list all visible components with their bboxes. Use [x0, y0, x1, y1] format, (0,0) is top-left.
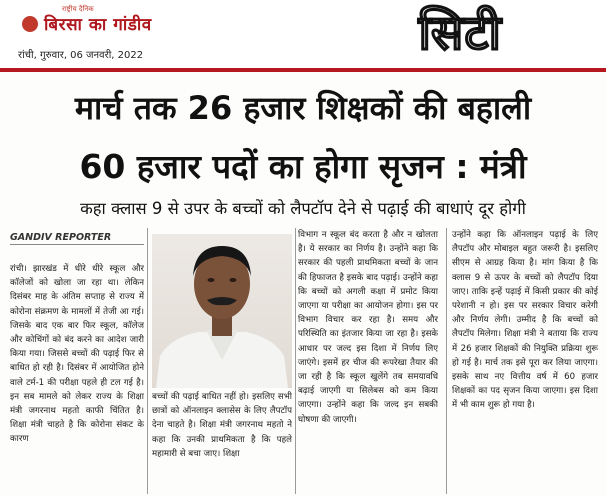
- article-column-2: बच्चों की पढ़ाई बाधित नहीं हो। इसलिए सभी छात्रों को ऑनलाइन क्लासेस के लिए लैपटॉप देना चाहते है। शिक्षा मंत्री जगरनाथ महतो ने कहा कि उनकी प्राथमिकता है कि पहले महामारी से बचा जाए। शिक्षा: [152, 392, 292, 459]
- masthead-divider: [0, 68, 606, 72]
- newspaper-name: बिरसा का गांडीव: [44, 15, 152, 35]
- article-column-4: उन्होंने कहा कि ऑनलाइन पढ़ाई के लिए लैपटॉप और मोबाइल बहुत जरूरी है। इसलिए सीएम से आग्रह किया है। मांग किया है कि क्लास 9 से ऊपर के बच्चों को लैपटॉप दिया जाए। ताकि इन्हें पढ़ाई में किसी प्रकार की कोई परेशानी न हो। इस पर सरकार विचार करेगी और निर्णय लेगी। उम्मीद है कि बच्चों को लैपटॉप मिलेगा। शिक्षा मंत्री ने बताया कि राज्य में 26 हजार शिक्षकों की नियुक्ति प्रक्रिया शुरू हो गई है। मार्च तक इसे पूरा कर लिया जाएगा। इसके साथ नए वित्तीय वर्ष में 60 हजार शिक्षकों का पद सृजन किया जाएगा। इस दिशा में भी काम शुरू हो गया है।: [452, 230, 598, 411]
- newspaper-logo-icon: [22, 16, 38, 32]
- headline-line-1: मार्च तक 26 हजार शिक्षकों की बहाली: [74, 89, 532, 127]
- headline-line-2: 60 हजार पदों का होगा सृजन : मंत्री: [79, 147, 527, 186]
- byline-divider: [10, 244, 144, 245]
- section-title: सिटी: [418, 5, 502, 61]
- dateline: रांची, गुरुवार, 06 जनवरी, 2022: [18, 50, 144, 61]
- column-divider: [295, 228, 296, 494]
- minister-photo: [152, 234, 292, 388]
- byline: GANDIV REPORTER: [10, 232, 112, 243]
- sub-headline: कहा क्लास 9 से उपर के बच्चों को लैपटॉप देने से पढ़ाई की बाधाएं दूर होगी: [80, 199, 526, 218]
- column-divider: [147, 228, 148, 494]
- masthead-tagline: राष्ट्रीय दैनिक: [62, 5, 94, 13]
- article-column-3: विभाग न स्कूल बंद करता है और न खोलता है। ये सरकार का निर्णय है। उन्होंने कहा कि सरकार की पहली प्राथमिकता बच्चों के जान की हिफाजत है इसके बाद पढ़ाई। उन्होंने कहा कि बच्चों को अगली कक्षा में प्रमोट किया जाएगा या परीक्षा का आयोजन होगा। इस पर विभाग विचार कर रहा है। समय और परिस्थिति का इंतजार किया जा रहा है। इसके आधार पर जल्द इस दिशा में निर्णय लिए जाएंगे। इसमें हर चीज की रूपरेखा तैयार की जा रही है कि स्कूल खुलेंगे तब समयावधि बढ़ाई जाएगी या सिलेबस को कम किया जाएगा। उन्होंने कहा कि जल्द इन सबकी घोषणा की जाएगी।: [298, 230, 438, 425]
- portrait-image: [152, 234, 292, 388]
- article-column-1: रांची। झारखंड में धीरे धीरे स्कूल और कॉलेजों को खोला जा रहा था। लेकिन दिसंबर माह के अंतिम सप्ताह से राज्य में कोरोना संक्रमण के मामलों में तेजी आ गई। जिसके बाद एक बार फिर स्कूल, कॉलेज और कोचिंगों को बंद करने का आदेश जारी किया गया। जिससे बच्चों की पढ़ाई फिर से बाधित हो रही है। दिसंबर में आयोजित होने वाले टर्म-1 की परीक्षा पहले ही टल गई है। इन सब मामले को लेकर राज्य के शिक्षा मंत्री जगरनाथ महतो काफी चिंतित है। शिक्षा मंत्री चाहते है कि कोरोना संकट के कारण: [10, 264, 144, 445]
- masthead: [0, 0, 606, 68]
- column-divider: [446, 228, 447, 494]
